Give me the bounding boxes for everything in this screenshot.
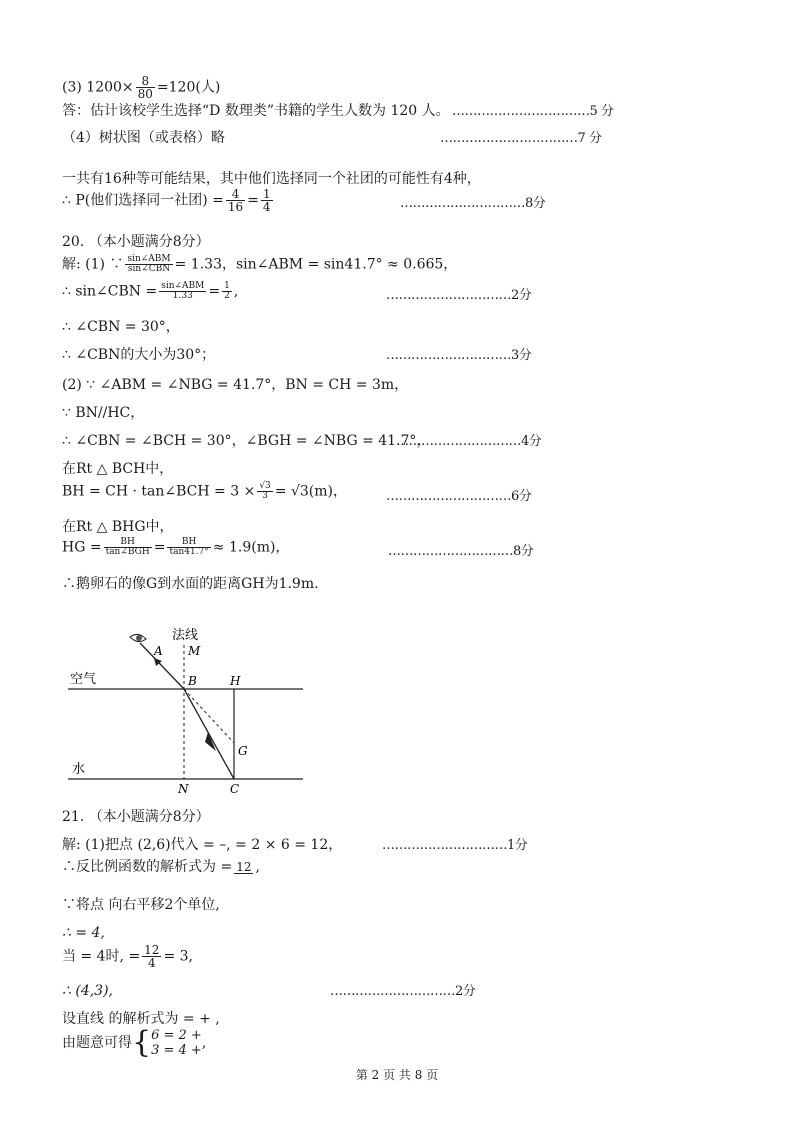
q20-part2 (62, 378, 408, 392)
q21-heading (62, 810, 210, 824)
score-1: …………………………1分 (382, 838, 528, 853)
page-footer: 第 2 页 共 8 页 (355, 1068, 439, 1082)
comma: , (201, 1035, 207, 1051)
fraction: $\frac{12}{4}$ (144, 943, 160, 970)
outcomes-line (62, 172, 481, 186)
q20-heading (62, 235, 210, 249)
q21-x4 (62, 926, 105, 940)
step-text: ∵将点 向右平移2个单位, (62, 897, 220, 913)
equals: = (208, 283, 221, 300)
step-text: ∴鹅卵石的像G到水面的距离GH为1.9m. (62, 576, 319, 592)
q21-when (62, 944, 193, 969)
q21-heading-text: 21. （本小题满分8分） (62, 809, 210, 825)
step-text: ∴ ∠CBN = ∠BCH = 30°，∠BGH = ∠NBG = 41.7°， (62, 433, 431, 449)
step-suffix: = √3(m)， (274, 483, 347, 500)
q21-function (62, 860, 260, 874)
step-prefix: HG = (62, 539, 102, 556)
q20-step1 (62, 255, 457, 274)
system-row: 6 = 2 + (151, 1028, 202, 1043)
score-7: ……………………………7 分 (440, 131, 602, 146)
point-g-label: G (238, 744, 248, 758)
step-text: 在Rt △ BCH中， (62, 461, 174, 477)
q20-step3 (62, 320, 180, 334)
q20-heading-text: 20. （本小题满分8分） (62, 234, 210, 250)
q20-step4 (62, 348, 215, 362)
score-8: …………………………8分 (400, 196, 546, 211)
fraction: $\frac{1}{2}$ (224, 281, 230, 301)
point-h-label: H (230, 674, 241, 688)
q21-step1 (62, 838, 342, 852)
step-text: ∵ BN//HC， (62, 405, 145, 421)
calc-prefix: (3) 1200× (62, 79, 134, 96)
answer-text: 答：估计该校学生选择“D 数理类”书籍的学生人数为 120 人。 (62, 103, 450, 119)
step-text: ∴ (4,3), (62, 983, 113, 999)
eye-icon (130, 634, 146, 641)
step-text: 解: (1)把点 (2,6)代入 = –, = 2 × 6 = 12， (62, 837, 343, 853)
refracted-ray (184, 689, 234, 779)
fraction: $\frac{BH}{\text{tan∠BGH}}$ (105, 537, 150, 557)
equals: = (153, 539, 166, 556)
water-label: 水 (72, 762, 86, 777)
answer-line (62, 104, 450, 118)
q21-point (62, 984, 113, 998)
refraction-diagram (58, 625, 318, 795)
comma: , (255, 859, 260, 875)
q21-system (62, 1025, 207, 1060)
score-2: …………………………2分 (386, 288, 532, 303)
step-suffix: = 1.33，sin∠ABM = sin41.7° ≈ 0.665， (174, 256, 458, 273)
fraction: $\frac{\text{sin∠ABM}}{\text{sin∠CBN}}$ (127, 254, 171, 274)
step-prefix: BH = CH · tan∠BCH = 3 × (62, 483, 256, 500)
system-row: 3 = 4 + (151, 1043, 202, 1058)
outcomes-text: 一共有16种等可能结果，其中他们选择同一个社团的可能性有4种， (62, 171, 481, 187)
score-6: …………………………6分 (386, 489, 532, 504)
fraction: $\frac{4}{16}$ (227, 187, 244, 214)
probability-line (62, 188, 275, 213)
score-3: …………………………3分 (386, 348, 532, 363)
step-suffix: ≈ 1.9(m)， (212, 539, 290, 556)
step-text: ∴ = 4, (62, 925, 105, 941)
q20-bh (62, 482, 347, 501)
comma: , (233, 283, 239, 300)
step-text: 在Rt △ BHG中， (62, 519, 174, 535)
step-prefix: 解: (1) ∵ (62, 256, 124, 273)
ray-arrow-water (205, 732, 216, 751)
air-label: 空气 (70, 672, 97, 687)
part4-line (62, 131, 225, 145)
q21-line-eq (62, 1012, 220, 1026)
point-m-label: M (188, 644, 201, 658)
normal-label: 法线 (172, 628, 199, 643)
part4-text: （4）树状图（或表格）略 (62, 130, 225, 146)
fraction: $\frac{BH}{\tan 41.7^\circ}$ (169, 537, 209, 557)
part3-calc (62, 75, 220, 100)
point-n-label: N (178, 782, 189, 795)
q20-angles (62, 434, 430, 448)
brace-icon: { (132, 1025, 152, 1060)
point-a-label: A (154, 644, 163, 658)
step-prefix: ∴反比例函数的解析式为 = (62, 859, 233, 875)
step-text: 设直线 的解析式为 = + , (62, 1011, 220, 1027)
step-text: ∴ ∠CBN的大小为30°； (62, 347, 216, 363)
score-2b: …………………………2分 (330, 984, 476, 999)
point-c-label: C (230, 782, 240, 795)
equals: = (247, 192, 259, 209)
step-text: (2) ∵ ∠ABM = ∠NBG = 41.7°，BN = CH = 3m， (62, 377, 409, 393)
q20-hg (62, 538, 289, 557)
point-b-label: B (188, 674, 197, 688)
q21-shift (62, 898, 220, 912)
score-4: …………………………4分 (396, 434, 542, 449)
score-8b: …………………………8分 (388, 544, 534, 559)
calc-suffix: =120(人) (156, 79, 221, 96)
q20-conclusion (62, 577, 319, 591)
step-suffix: = 3, (163, 948, 193, 965)
fraction: 12 (236, 859, 252, 874)
step-prefix: 当 = 4时, = (62, 948, 141, 965)
q20-rt-bhg (62, 520, 174, 534)
fraction: $\frac{\text{sin∠ABM}}{1.33}$ (161, 281, 205, 301)
q20-parallel (62, 406, 144, 420)
step-text: ∴ ∠CBN = 30°， (62, 319, 180, 335)
fraction: $\frac{√3}{3}$ (259, 481, 271, 501)
q20-rt-bch (62, 462, 173, 476)
fraction: $\frac{8}{80}$ (137, 74, 153, 101)
step-prefix: 由题意可得 (62, 1035, 132, 1051)
step-prefix: ∴ sin∠CBN = (62, 283, 158, 300)
q20-step2 (62, 282, 238, 301)
equation-system (132, 1025, 202, 1060)
prob-prefix: ∴ P(他们选择同一社团) = (62, 192, 224, 209)
score-5: ……………………………5 分 (452, 104, 614, 119)
fraction: $\frac{1}{4}$ (262, 187, 271, 214)
